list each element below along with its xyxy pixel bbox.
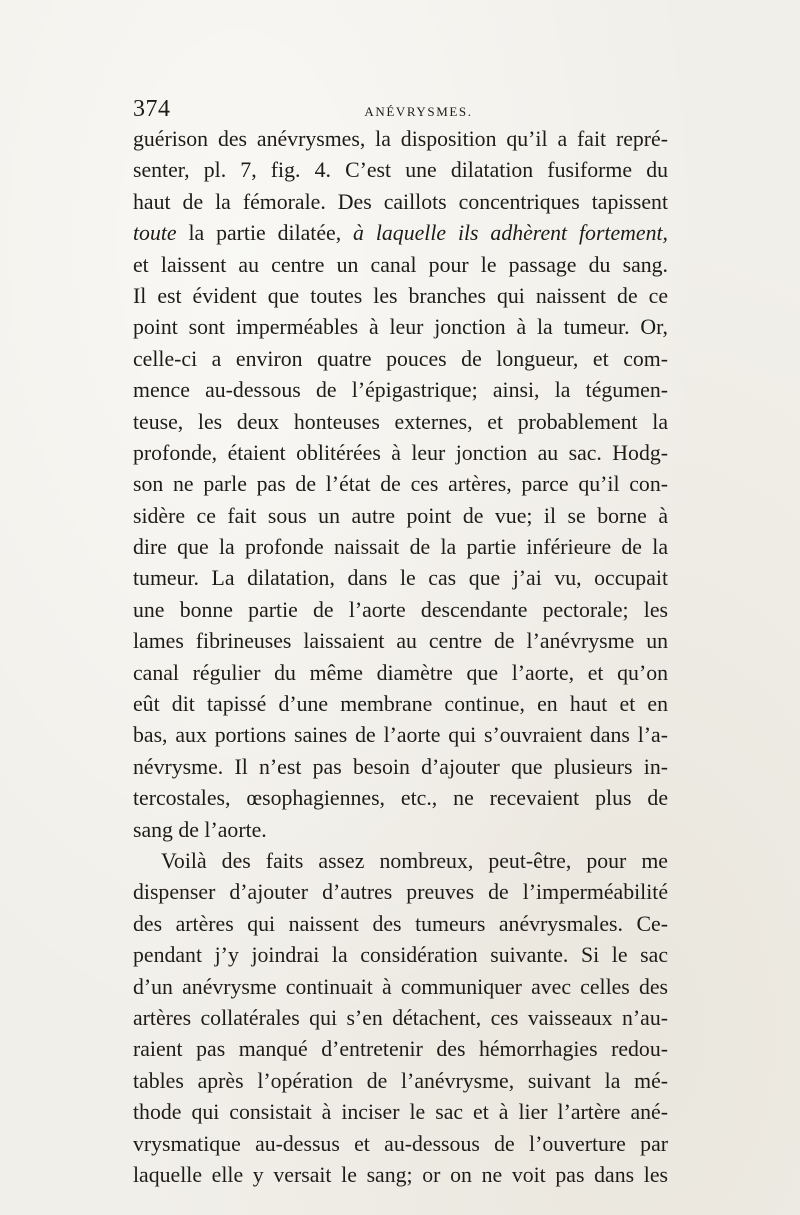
text-line-28: d’un anévrysme continuait à communiquer avec celles des [133, 974, 668, 999]
text-line-27: pendant j’y joindrai la considération suivante. Si le sac [133, 943, 668, 968]
text-line-18: canal régulier du même diamètre que l’aorte, et qu’on [133, 660, 668, 685]
text-line-29: artères collatérales qui s’en détachent, ces vaisseaux n’au- [133, 1005, 668, 1030]
text-line-15: tumeur. La dilatation, dans le cas que j’ai vu, occupait [133, 566, 668, 591]
text-line-1: guérison des anévrysmes, la disposition qu’il a fait repré- [133, 127, 668, 151]
text-line-19: eût dit tapissé d’une membrane continue, en haut et en [133, 692, 668, 717]
text-line-24: Voilà des faits assez nombreux, peut-être, pour me [161, 848, 668, 873]
text-line-16: une bonne partie de l’aorte descendante pectorale; les [133, 597, 668, 622]
text-line-9: mence au-dessous de l’épigastrique; ainsi, la tégumen- [133, 378, 668, 403]
text-line-34: laquelle elle y versait le sang; or on ne voit pas dans les [133, 1162, 668, 1187]
text-line-14: dire que la profonde naissait de la partie inférieure de la [133, 535, 668, 560]
text-line-8: celle-ci a environ quatre pouces de longueur, et com- [133, 346, 668, 371]
text-line-2: senter, pl. 7, fig. 4. C’est une dilatation fusiforme du [133, 158, 668, 183]
text-line-21: névrysme. Il n’est pas besoin d’ajouter que plusieurs in- [133, 754, 668, 779]
text-line-12: son ne parle pas de l’état de ces artères, parce qu’il con- [133, 472, 668, 497]
text-line-22: tercostales, œsophagiennes, etc., ne recevaient plus de [133, 786, 668, 811]
italic-adherent: à laquelle ils adhèrent fortement, [353, 221, 668, 246]
text-line-23: sang de l’aorte. [133, 817, 267, 842]
text-line-33: vrysmatique au-dessus et au-dessous de l’ouverture par [133, 1131, 668, 1156]
text-line-30: raient pas manqué d’entretenir des hémorrhagies redou- [133, 1037, 668, 1062]
running-head: ANÉVRYSMES. [364, 104, 473, 119]
text-line-3: haut de la fémorale. Des caillots concentriques tapissent [133, 189, 668, 214]
text-line-17: lames fibrineuses laissaient au centre de l’anévrysme un [133, 629, 668, 654]
text-line-31: tables après l’opération de l’anévrysme, suivant la mé- [133, 1068, 668, 1093]
text-line-25: dispenser d’ajouter d’autres preuves de l’imperméabilité [133, 880, 668, 905]
italic-toute: toute [133, 221, 177, 246]
text-line-32: thode qui consistait à inciser le sac et à lier l’artère ané- [133, 1100, 668, 1125]
text-line-6: Il est évident que toutes les branches qui naissent de ce [133, 283, 668, 308]
text-line-26: des artères qui naissent des tumeurs anévrysmales. Ce- [133, 911, 668, 936]
text-line-5: et laissent au centre un canal pour le passage du sang. [133, 252, 668, 277]
text-line-4 [133, 218, 668, 249]
page-header [133, 96, 668, 126]
text-line-7: point sont imperméables à leur jonction à la tumeur. Or, [133, 315, 668, 340]
page-number: 374 [133, 96, 171, 122]
text-line-11: profonde, étaient oblitérées à leur jonction au sac. Hodg- [133, 440, 668, 465]
text-line-13: sidère ce fait sous un autre point de vue; il se borne à [133, 503, 668, 528]
body-text [133, 124, 668, 1191]
text-line-20: bas, aux portions saines de l’aorte qui s’ouvraient dans l’a- [133, 723, 668, 748]
text-line-10: teuse, les deux honteuses externes, et probablement la [133, 409, 668, 434]
text-line-4-middle: la partie dilatée, [188, 221, 342, 246]
